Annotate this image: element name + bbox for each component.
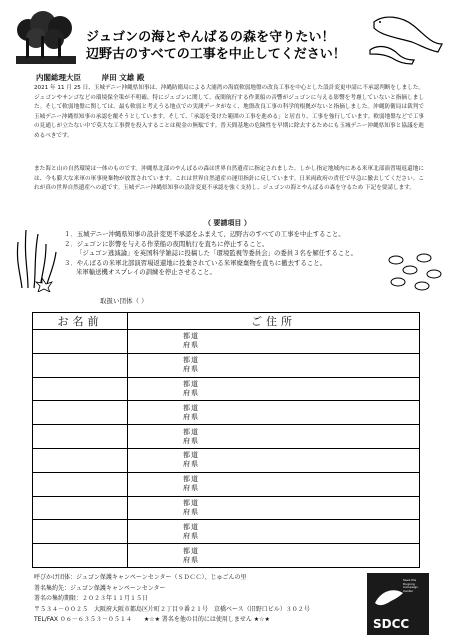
request-item: 米軍輸送機オスプレイの訓練を停止させること。 [76, 268, 216, 277]
requests-list [64, 230, 434, 278]
recipient [36, 72, 162, 83]
footer-organizers: 呼びかけ団体：ジュゴン保護キャンペーンセンター（ＳＤＣＣ）、じゅごんの里 [34, 574, 247, 581]
prefecture-line2: 府県 [183, 436, 199, 445]
prefecture-line1: 都道 [183, 498, 199, 507]
address-cell[interactable] [128, 448, 420, 472]
prefecture-line2: 府県 [183, 507, 199, 516]
sdcc-logo [367, 573, 429, 635]
prefecture-line2: 府県 [183, 412, 199, 421]
prefecture-line1: 都道 [183, 332, 199, 341]
prefecture-line1: 都道 [183, 546, 199, 555]
signature-row [33, 401, 420, 425]
page-title-line2: 辺野古のすべての工事を中止してください！ [86, 47, 346, 62]
address-cell[interactable] [128, 544, 420, 568]
address-cell[interactable] [128, 496, 420, 520]
address-cell[interactable] [128, 401, 420, 425]
page-title-line1: ジュゴンの海とやんばるの森を守りたい！ [86, 30, 335, 45]
prefecture-line1: 都道 [183, 475, 199, 484]
prefecture-line2: 府県 [183, 555, 199, 564]
prefecture-label [128, 428, 419, 446]
prefecture-label [128, 451, 419, 469]
footer-address: 〒５３４－００２５ 大阪府大阪市都島区片町２丁目９番２１号 京橋ベース（旧野口ビル）３０２号 [34, 605, 310, 613]
signature-row [33, 425, 420, 449]
recipient-name: 岸田 文雄 殿 [101, 73, 145, 82]
prefecture-label [128, 380, 419, 398]
prefecture-line1: 都道 [183, 427, 199, 436]
name-cell[interactable] [33, 330, 128, 354]
address-cell[interactable] [128, 425, 420, 449]
prefecture-label [128, 523, 419, 541]
request-item: ３．やんばるの米軍北部演習場返還地に投棄されている米軍廃棄物を直ちに撤去すること。 [64, 258, 327, 267]
address-cell[interactable] [128, 353, 420, 377]
prefecture-line1: 都道 [183, 379, 199, 388]
body-paragraph-1: 2021 年 11 月 25 日、玉城デニー沖縄県知事は、沖縄防衛局による大浦湾の海底軟弱地盤の改良工事を中心とした設計変更申請に不承認判断をしました。ジュゴンやサンゴなどの環境保全策が不明確、特にジュゴンに関して、夜間航行する作業船の音響がジュゴンに与える影響を考慮していないと指摘しました。そして軟弱地盤に関しては、最も軟弱と考えうる地点での実測データがなく、地盤改良工事の科学的根拠がないと指摘しました。沖縄防衛局は裁判で玉城デニー沖縄県知事の承認を覆そうとしています。そして、「承認を受けた範囲の工事を進める」と居直り、工事を強行しています。軟弱地盤などで工事の見通しが立たない中で莫大な工事費を投入することは税金の無駄です。普天間基地の危険性を早期に除去するためにも玉城デニー沖縄県知事と協議を進めるべきです。 [34, 85, 424, 139]
signature-row [33, 496, 420, 520]
recipient-office: 内閣総理大臣 [36, 73, 81, 82]
prefecture-line1: 都道 [183, 522, 199, 531]
signature-rows [33, 330, 420, 568]
name-cell[interactable] [33, 472, 128, 496]
prefecture-line2: 府県 [183, 388, 199, 397]
name-cell[interactable] [33, 425, 128, 449]
logo-name: SDCC [373, 617, 410, 631]
prefecture-line2: 府県 [183, 460, 199, 469]
seaweed-icon [12, 222, 60, 292]
dugong-logo-icon [373, 583, 407, 613]
requests-title: （ 要請項目 ） [204, 219, 251, 227]
prefecture-label [128, 332, 419, 350]
footer-collection: 署名集約先：ジュゴン保護キャンペーンセンター [34, 584, 166, 592]
name-cell[interactable] [33, 544, 128, 568]
request-item: ２．ジュゴンに影響を与える作業船の夜間航行を直ちに停止すること。 [64, 239, 269, 248]
prefecture-line2: 府県 [183, 531, 199, 540]
prefecture-line1: 都道 [183, 403, 199, 412]
signature-table [32, 312, 420, 568]
request-item: 「ジュゴン逃減論」を英国科学雑誌に投稿した「環境監視等委員会」の委員３名を解任すること。 [76, 249, 358, 258]
prefecture-label [128, 356, 419, 374]
name-cell[interactable] [33, 520, 128, 544]
column-address: ご住所 [128, 313, 420, 330]
prefecture-line2: 府県 [183, 341, 199, 350]
forest-trees-icon [16, 8, 76, 64]
name-cell[interactable] [33, 401, 128, 425]
signature-row [33, 448, 420, 472]
name-cell[interactable] [33, 353, 128, 377]
footer-contact: TEL/FAX ０６－６３５３－０５１４ ★☆★ 署名を他の目的には使用しません ★☆★ [34, 616, 270, 624]
footer-deadline: 署名の集約期限：２０２３年１１月１５日 [34, 595, 149, 603]
handler-organization: 取扱い団体（ ） [100, 297, 148, 305]
name-cell[interactable] [33, 496, 128, 520]
prefecture-line2: 府県 [183, 484, 199, 493]
signature-row [33, 472, 420, 496]
prefecture-label [128, 404, 419, 422]
name-cell[interactable] [33, 448, 128, 472]
prefecture-line2: 府県 [183, 365, 199, 374]
signature-table-header [33, 313, 420, 330]
prefecture-line1: 都道 [183, 451, 199, 460]
prefecture-line1: 都道 [183, 356, 199, 365]
signature-row [33, 544, 420, 568]
address-cell[interactable] [128, 520, 420, 544]
header [0, 0, 452, 70]
address-cell[interactable] [128, 330, 420, 354]
column-name: お名前 [33, 313, 128, 330]
signature-row [33, 520, 420, 544]
prefecture-label [128, 475, 419, 493]
name-cell[interactable] [33, 377, 128, 401]
address-cell[interactable] [128, 472, 420, 496]
signature-row [33, 330, 420, 354]
footer [34, 573, 364, 626]
prefecture-label [128, 547, 419, 565]
dugong-icon [368, 8, 446, 68]
body-paragraph-2: また海と山の自然環境は一体のものです。沖縄県北部のやんばるの森は世界自然遺産に指定されました。しかし指定地域内にある米軍北部演習場返還地には、今も膨大な米軍の軍事廃棄物が放置されています。これは世界自然遺産の運用指針に反しています。日米両政府の責任で早急に撤去してください。これが真の世界自然遺産への道です。玉城デニー沖縄県知事の設計変更不承認を強く支持し、ジュゴンの海とやんばるの森を守るため 下記を要請します。 [34, 166, 424, 192]
signature-row [33, 377, 420, 401]
fish-icon [384, 252, 444, 292]
address-cell[interactable] [128, 377, 420, 401]
request-item: １．玉城デニー沖縄県知事の設計変更不承認をふまえて、辺野古のすべての工事を中止すること。 [64, 230, 345, 238]
logo-subtitle: Save the Dugong Campaign Center [403, 578, 419, 593]
signature-row [33, 353, 420, 377]
prefecture-label [128, 499, 419, 517]
